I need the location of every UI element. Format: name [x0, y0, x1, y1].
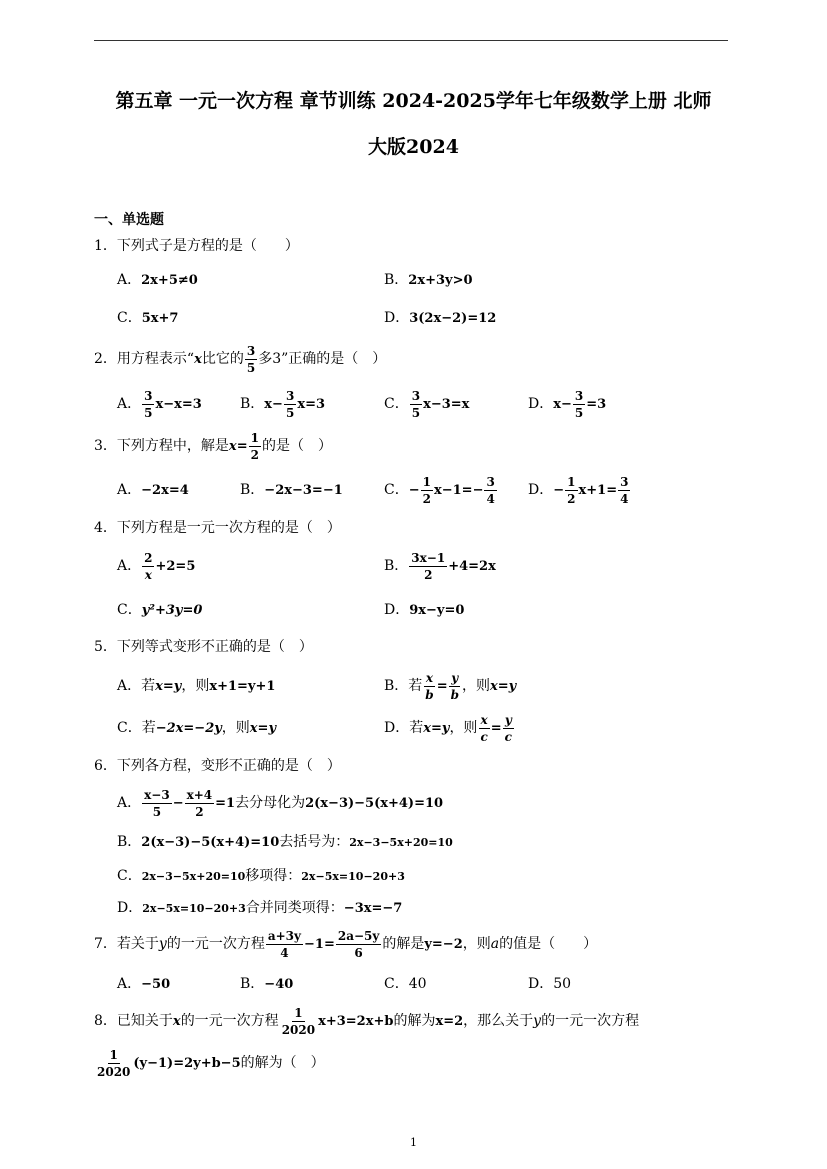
header-rule	[94, 40, 728, 41]
q5-option-b: B．若 $\frac{x}{b}$ = $\frac{y}{b}$ ，则x=y	[384, 670, 517, 702]
q4-option-c: C．y²+3y=0	[117, 602, 203, 618]
document-title-line2: 大版2024	[368, 136, 459, 158]
page-number: 1	[410, 1136, 417, 1149]
q6-option-c: C．2x−3−5x+20=10移项得：2x−5x=10−20+3	[117, 868, 405, 884]
question-7: 7．若关于y的一元一次方程 $\frac{a+3y}{4}$ −1= $\frac{2a-5y}{6}$ 的解是y=−2，则a的值是（ ）	[94, 928, 598, 960]
q1-option-d: D．3(2x−2)=12	[384, 310, 497, 326]
q5-option-c: C．若−2x=−2y，则x=y	[117, 720, 276, 736]
q2-option-b: B．x− $\frac{3}{5}$ x=3	[240, 388, 326, 420]
q1-option-a: A．2x+5≠0	[117, 272, 198, 288]
q3-option-d: D．− $\frac{1}{2}$ x+1= $\frac{3}{4}$	[528, 474, 629, 506]
q2-option-d: D．x− $\frac{3}{5}$ =3	[528, 388, 607, 420]
q5-option-d: D．若x=y，则 $\frac{x}{c}$ = $\frac{y}{c}$	[384, 712, 512, 744]
q6-option-a: A． $\frac{x-3}{5}$ − $\frac{x+4}{2}$ =1去分母化为2(x−3)−5(x+4)=10	[117, 787, 444, 819]
section-heading: 一、单选题	[94, 212, 164, 228]
question-5: 5．下列等式变形不正确的是（ ）	[94, 639, 313, 655]
q1-option-c: C．5x+7	[117, 310, 179, 326]
q4-option-d: D．9x−y=0	[384, 602, 465, 618]
q5-option-a: A．若x=y，则x+1=y+1	[117, 678, 276, 694]
q7-option-b: B．−40	[240, 976, 294, 992]
question-1: 1．下列式子是方程的是（ ）	[94, 238, 299, 254]
q3-option-a: A．−2x=4	[117, 482, 189, 498]
q2-option-a: A． $\frac{3}{5}$ x−x=3	[117, 388, 202, 420]
fraction-3-5: $\frac{3}{5}$	[246, 343, 256, 375]
question-3: 3．下列方程中，解是x= $\frac{1}{2}$ 的是（ ）	[94, 430, 332, 462]
q3-option-b: B．−2x−3=−1	[240, 482, 343, 498]
q2-option-c: C． $\frac{3}{5}$ x−3=x	[384, 388, 470, 420]
question-8: 8．已知关于x的一元一次方程 $\frac{1}{2020}$ x+3=2x+b的解为x=2，那么关于y的一元一次方程	[94, 1005, 640, 1037]
q6-option-b: B．2(x−3)−5(x+4)=10去括号为：2x−3−5x+20=10	[117, 834, 453, 850]
q1-option-b: B．2x+3y>0	[384, 272, 473, 288]
q4-option-a: A． $\frac{2}{x}$ +2=5	[117, 550, 196, 582]
q4-option-b: B． $\frac{3x-1}{2}$ +4=2x	[384, 550, 496, 582]
question-8-line2: $\frac{1}{2020}$ (y−1)=2y+b−5的解为（ ）	[97, 1047, 325, 1079]
document-title-line1: 第五章 一元一次方程 章节训练 2024-2025学年七年级数学上册 北师	[115, 90, 712, 112]
question-6: 6．下列各方程，变形不正确的是（ ）	[94, 758, 341, 774]
question-2: 2．用方程表示“x比它的 $\frac{3}{5}$ 多3”正确的是（ ）	[94, 343, 387, 375]
q7-option-c: C．40	[384, 976, 427, 992]
q7-option-a: A．−50	[117, 976, 171, 992]
q6-option-d: D．2x−5x=10−20+3合并同类项得：−3x=−7	[117, 900, 403, 916]
q3-option-c: C．− $\frac{1}{2}$ x−1=− $\frac{3}{4}$	[384, 474, 495, 506]
question-4: 4．下列方程是一元一次方程的是（ ）	[94, 520, 341, 536]
q7-option-d: D．50	[528, 976, 572, 992]
